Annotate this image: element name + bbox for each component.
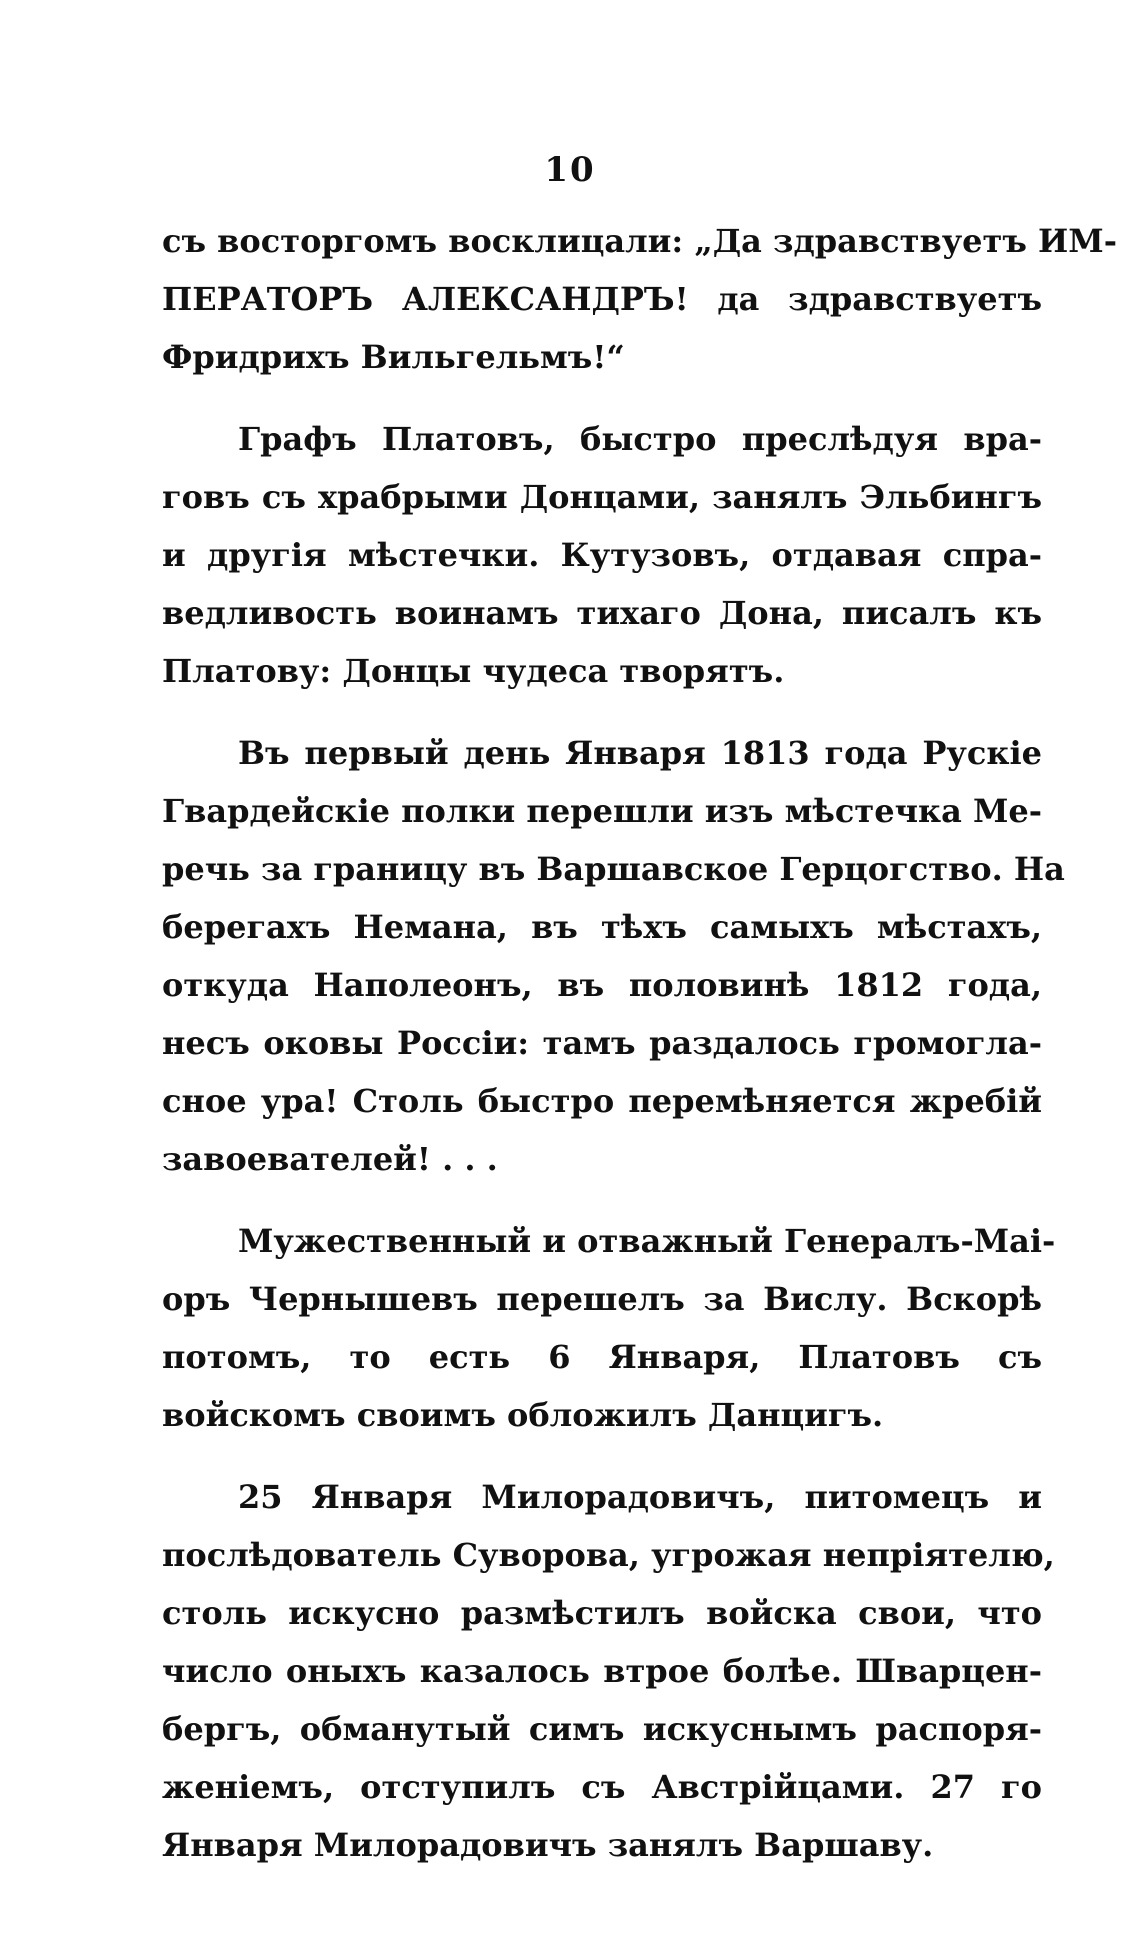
text-line: Гвардейскіе полки перешли изъ мѣстечка Ме- — [162, 792, 1043, 830]
text-line: число оныхъ казалось втрое болѣе. Шварцен- — [162, 1652, 1042, 1690]
text-line: несъ оковы Россіи: тамъ раздалось громогла- — [162, 1024, 1042, 1062]
text-line: ПЕРАТОРЪ АЛЕКСАНДРЪ! да здравствуетъ — [162, 280, 1042, 318]
text-line: сное ура! Столь быстро перемѣняется жребій — [162, 1082, 1042, 1120]
text-line: Мужественный и отважный Генералъ-Маі- — [238, 1222, 1056, 1260]
text-line: откуда Наполеонъ, въ половинѣ 1812 года, — [162, 966, 1042, 1004]
body-text — [162, 212, 1117, 1884]
paragraph — [162, 1212, 1056, 1444]
text-line: бергъ, обманутый симъ искуснымъ распоря- — [162, 1710, 1042, 1748]
text-line: Въ первый день Января 1813 года Рускіе — [238, 734, 1042, 772]
text-line: и другія мѣстечки. Кутузовъ, отдавая спра- — [162, 536, 1042, 574]
text-line: Января Милорадовичъ занялъ Варшаву. — [162, 1826, 934, 1864]
paragraph — [162, 410, 1042, 700]
text-line: берегахъ Немана, въ тѣхъ самыхъ мѣстахъ, — [162, 908, 1042, 946]
text-line: Платову: Донцы чудеса творятъ. — [162, 652, 785, 690]
text-line: съ восторгомъ восклицали: „Да здравствуетъ ИМ- — [162, 222, 1117, 260]
text-line: ведливость воинамъ тихаго Дона, писалъ къ — [162, 594, 1042, 632]
text-line: Графъ Платовъ, быстро преслѣдуя вра- — [238, 420, 1042, 458]
page-number: 10 — [544, 150, 596, 190]
paragraph — [162, 212, 1117, 386]
text-line: оръ Чернышевъ перешелъ за Вислу. Вскорѣ — [162, 1280, 1042, 1318]
text-line: говъ съ храбрыми Донцами, занялъ Эльбингъ — [162, 478, 1042, 516]
text-line: столь искусно размѣстилъ войска свои, что — [162, 1594, 1042, 1632]
text-line: 25 Января Милорадовичъ, питомецъ и — [238, 1478, 1042, 1516]
text-line: послѣдователь Суворова, угрожая непріятелю, — [162, 1536, 1055, 1574]
text-line: потомъ, то есть 6 Января, Платовъ съ — [162, 1338, 1042, 1376]
text-line: женіемъ, отступилъ съ Австрійцами. 27 го — [162, 1768, 1042, 1806]
text-line: завоевателей! . . . — [162, 1140, 498, 1178]
text-line: войскомъ своимъ обложилъ Данцигъ. — [162, 1396, 884, 1434]
paragraph — [162, 724, 1065, 1188]
text-line: Фридрихъ Вильгельмъ!“ — [162, 338, 625, 376]
text-line: речь за границу въ Варшавское Герцогство. На — [162, 850, 1065, 888]
paragraph — [162, 1468, 1055, 1874]
